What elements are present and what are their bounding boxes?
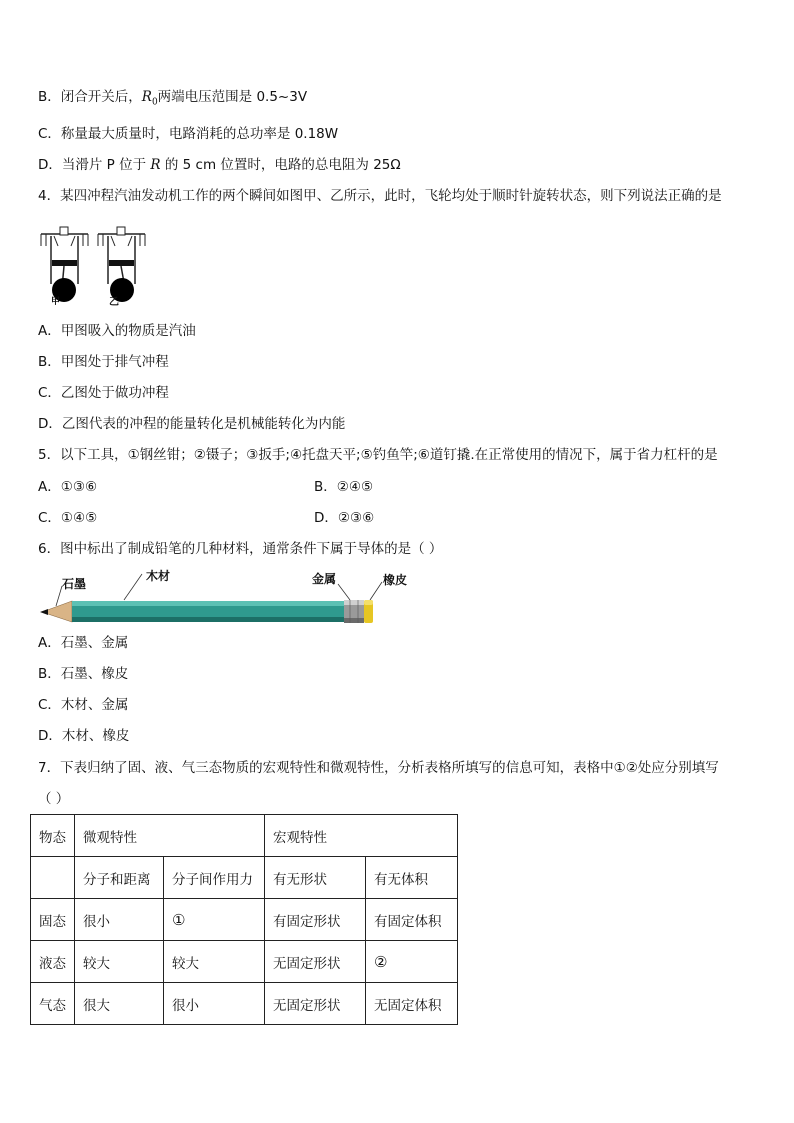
table-cell: ② (366, 941, 458, 983)
q4-option-c: C．乙图处于做功冲程 (38, 385, 169, 401)
table-cell: 很小 (164, 983, 265, 1025)
table-row (31, 941, 458, 983)
q4-stem: 4．某四冲程汽油发动机工作的两个瞬间如图甲、乙所示，此时，飞轮均处于顺时针旋转状态，则下列说法正确的是 (38, 188, 722, 204)
table-cell: 无固定形状 (265, 941, 366, 983)
table-cell: 无固定形状 (265, 983, 366, 1025)
table-row (31, 899, 458, 941)
table-cell: 液态 (31, 941, 75, 983)
q6-option-a: A．石墨、金属 (38, 635, 129, 651)
q6-option-b: B．石墨、橡皮 (38, 666, 129, 682)
q5-option-a: A．①③⑥ (38, 479, 98, 495)
q5-option-c: C．①④⑤ (38, 510, 98, 526)
table-cell: 有固定形状 (265, 899, 366, 941)
q6-option-c: C．木材、金属 (38, 697, 129, 713)
table-row (31, 983, 458, 1025)
engine-label-b: 乙 (109, 297, 119, 308)
q4-option-d: D．乙图代表的冲程的能量转化是机械能转化为内能 (38, 416, 346, 432)
table-cell: 无固定体积 (366, 983, 458, 1025)
table-cell: 很小 (75, 899, 164, 941)
q5-stem: 5．以下工具，①钢丝钳；②镊子；③扳手;④托盘天平;⑤钓鱼竿;⑥道钉撬.在正常使用的情况下，属于省力杠杆的是 (38, 447, 718, 463)
label-metal: 金属 (312, 572, 337, 586)
label-graphite: 石墨 (62, 577, 87, 591)
table-cell: 气态 (31, 983, 75, 1025)
q7-stem: 7．下表归纳了固、液、气三态物质的宏观特性和微观特性，分析表格所填写的信息可知，表格中①②处应分别填写 (38, 760, 719, 776)
table-cell: 固态 (31, 899, 75, 941)
table-header-row (31, 815, 458, 857)
engine-label-a: 甲 (51, 297, 61, 307)
q5-option-d: D．②③⑥ (314, 510, 375, 526)
engine-a-diagram (41, 227, 88, 302)
table-cell: 宏观特性 (265, 815, 458, 857)
q4-option-a: A．甲图吸入的物质是汽油 (38, 323, 196, 339)
table-cell: ① (164, 899, 265, 941)
q3-option-d: D．当滑片 P 位于 R 的 5 cm 位置时，电路的总电阻为 25Ω (38, 157, 401, 173)
table-cell: 有无体积 (366, 857, 458, 899)
table-cell: 较大 (164, 941, 265, 983)
table-cell: 分子和距离 (75, 857, 164, 899)
q4-option-b: B．甲图处于排气冲程 (38, 354, 169, 370)
q3-option-c: C．称量最大质量时，电路消耗的总功率是 0.18W (38, 126, 339, 142)
q5-option-b: B．②④⑤ (314, 479, 374, 495)
table-cell: 物态 (31, 815, 75, 857)
table-cell: 很大 (75, 983, 164, 1025)
table-cell: 微观特性 (75, 815, 265, 857)
table-cell: 有固定体积 (366, 899, 458, 941)
states-table (30, 814, 458, 1025)
table-cell: 分子间作用力 (164, 857, 265, 899)
table-cell: 较大 (75, 941, 164, 983)
q3-option-b: B．闭合开关后，$R_0$两端电压范围是 0.5~3V (38, 89, 308, 108)
q6-stem: 6．图中标出了制成铅笔的几种材料，通常条件下属于导体的是（ ） (38, 541, 443, 557)
table-cell: 有无形状 (265, 857, 366, 899)
q7-paren: （ ） (38, 791, 70, 807)
label-wood: 木材 (146, 569, 171, 583)
label-rubber: 橡皮 (383, 573, 408, 587)
engine-b-diagram (98, 227, 145, 302)
q6-option-d: D．木材、橡皮 (38, 728, 130, 744)
table-subheader-row (31, 857, 458, 899)
table-cell (31, 857, 75, 899)
